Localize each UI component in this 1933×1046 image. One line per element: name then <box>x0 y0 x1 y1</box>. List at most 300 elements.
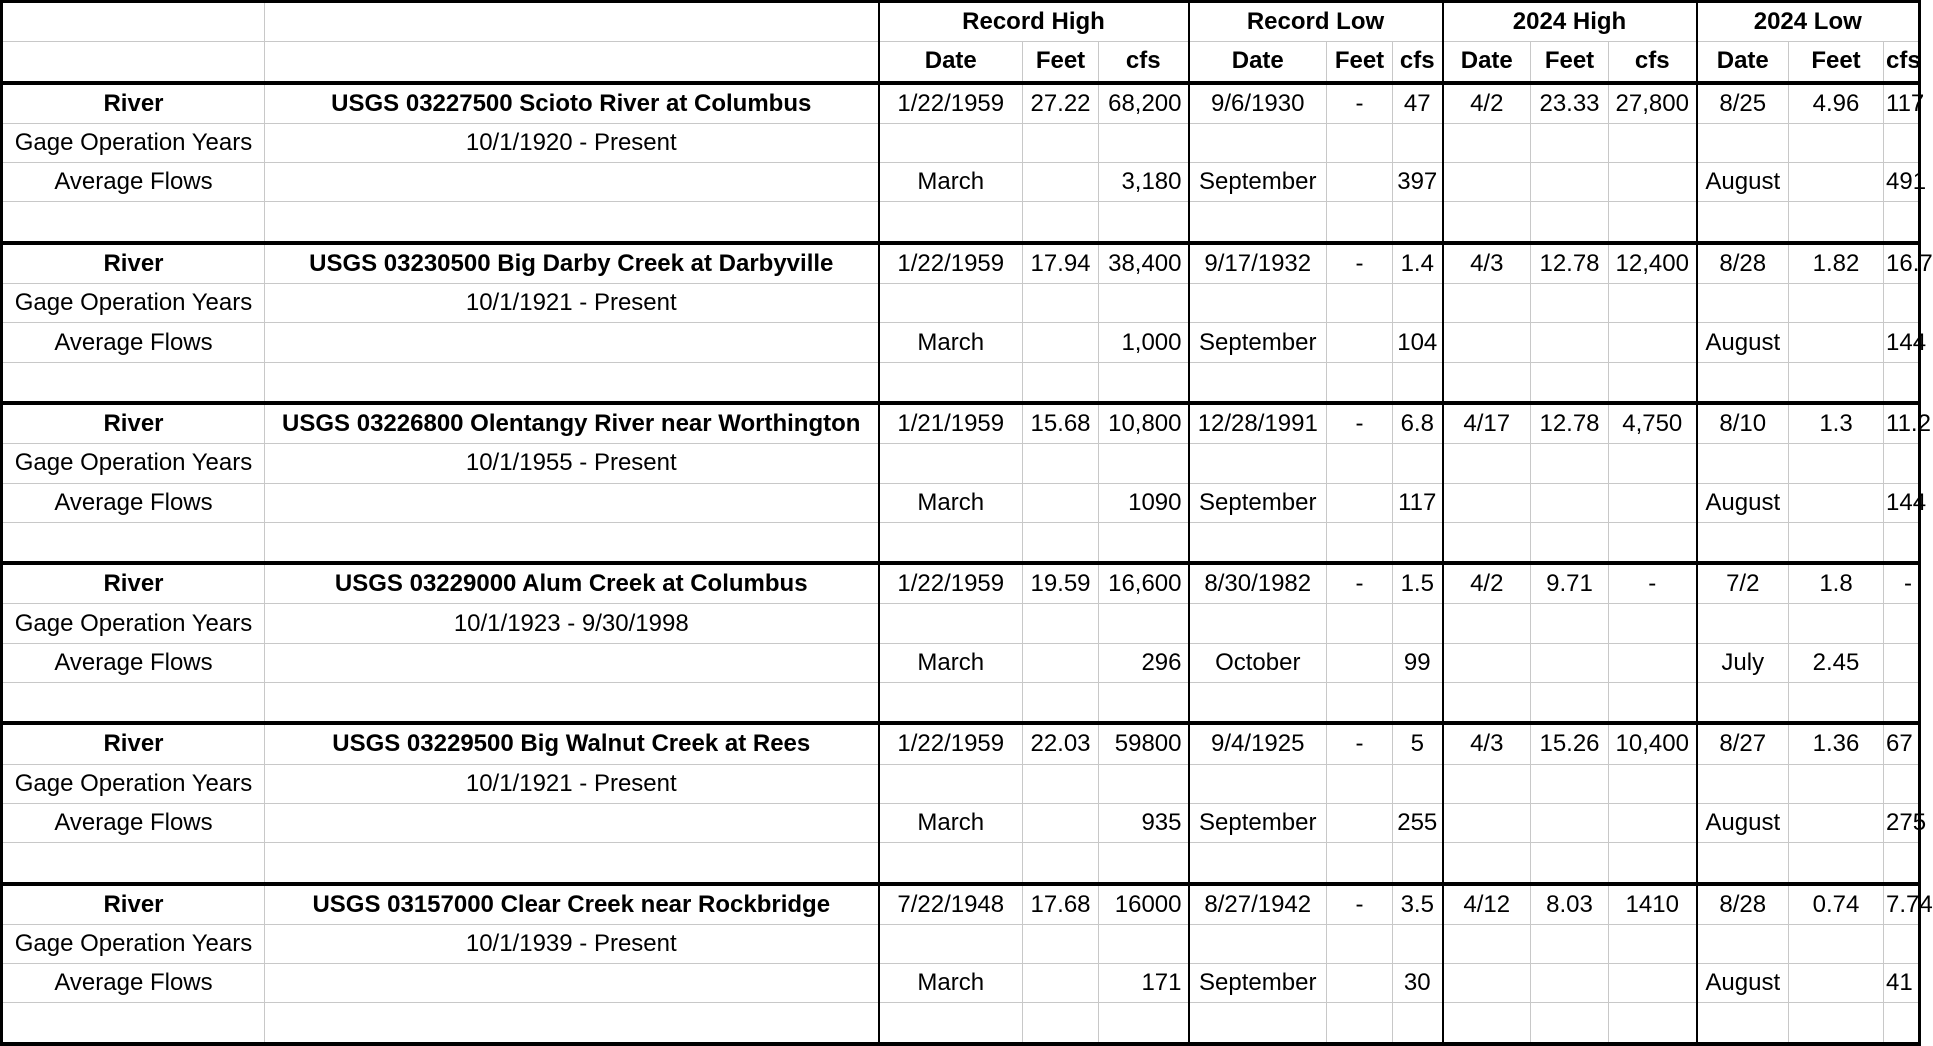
value-cell <box>1884 202 1920 243</box>
value-cell <box>1099 444 1189 483</box>
value-cell <box>1189 362 1327 403</box>
value-cell: 41 <box>1884 964 1920 1003</box>
value-cell: 275 <box>1884 803 1920 842</box>
value-cell: 1.8 <box>1789 563 1884 604</box>
gage-operation-years-row <box>2 284 1920 323</box>
value-cell: 27.22 <box>1023 83 1099 124</box>
value-cell <box>1189 123 1327 162</box>
value-cell: 4/3 <box>1443 723 1531 764</box>
value-cell: 8.03 <box>1531 884 1609 925</box>
value-cell <box>1023 522 1099 563</box>
gage-spacer-row <box>2 362 1920 403</box>
row-label-gage-operation-years: Gage Operation Years <box>2 604 265 643</box>
value-cell <box>1609 123 1697 162</box>
value-cell <box>1327 764 1393 803</box>
gage-operation-years: 10/1/1921 - Present <box>265 764 879 803</box>
value-cell: 491 <box>1884 163 1920 202</box>
value-cell <box>1023 1003 1099 1044</box>
value-cell: August <box>1697 483 1789 522</box>
value-cell: - <box>1327 884 1393 925</box>
gage-average-flows-row <box>2 163 1920 202</box>
value-cell <box>1443 643 1531 682</box>
value-cell <box>1609 163 1697 202</box>
value-cell <box>1789 683 1884 724</box>
value-cell: 68,200 <box>1099 83 1189 124</box>
value-cell: 935 <box>1099 803 1189 842</box>
value-cell <box>1531 924 1609 963</box>
header-corner <box>2 42 265 83</box>
value-cell: August <box>1697 803 1789 842</box>
empty-cell <box>265 202 879 243</box>
value-cell: March <box>879 643 1023 682</box>
value-cell <box>1023 643 1099 682</box>
value-cell <box>1393 284 1443 323</box>
value-cell: 12.78 <box>1531 403 1609 444</box>
value-cell <box>1189 284 1327 323</box>
value-cell: 1/22/1959 <box>879 563 1023 604</box>
value-cell <box>1789 323 1884 362</box>
header-subcol-feet: Feet <box>1789 42 1884 83</box>
value-cell <box>1789 843 1884 884</box>
row-label-average-flows: Average Flows <box>2 483 265 522</box>
value-cell: 6.8 <box>1393 403 1443 444</box>
value-cell <box>1443 522 1531 563</box>
value-cell: 4/17 <box>1443 403 1531 444</box>
value-cell <box>1531 163 1609 202</box>
value-cell <box>879 362 1023 403</box>
value-cell <box>1327 843 1393 884</box>
value-cell <box>1393 1003 1443 1044</box>
value-cell <box>1189 522 1327 563</box>
value-cell <box>1609 522 1697 563</box>
value-cell <box>1609 284 1697 323</box>
value-cell: 7/22/1948 <box>879 884 1023 925</box>
value-cell <box>1531 803 1609 842</box>
value-cell <box>1393 202 1443 243</box>
value-cell: 15.68 <box>1023 403 1099 444</box>
value-cell: 104 <box>1393 323 1443 362</box>
row-label-average-flows: Average Flows <box>2 643 265 682</box>
empty-cell <box>265 683 879 724</box>
value-cell <box>1531 643 1609 682</box>
value-cell <box>1531 764 1609 803</box>
row-label-river: River <box>2 83 265 124</box>
value-cell <box>1443 803 1531 842</box>
value-cell <box>1884 522 1920 563</box>
value-cell <box>1531 444 1609 483</box>
header-group-record-high: Record High <box>879 2 1189 42</box>
header-corner <box>265 2 879 42</box>
value-cell <box>1023 444 1099 483</box>
value-cell: 144 <box>1884 483 1920 522</box>
value-cell <box>1789 964 1884 1003</box>
value-cell: 1/21/1959 <box>879 403 1023 444</box>
value-cell <box>1697 843 1789 884</box>
value-cell: 12.78 <box>1531 243 1609 284</box>
row-label-gage-operation-years: Gage Operation Years <box>2 764 265 803</box>
header-subcol-date: Date <box>1697 42 1789 83</box>
value-cell <box>1327 964 1393 1003</box>
value-cell: 9/4/1925 <box>1189 723 1327 764</box>
value-cell: 23.33 <box>1531 83 1609 124</box>
value-cell: 8/27 <box>1697 723 1789 764</box>
value-cell <box>1789 522 1884 563</box>
value-cell <box>1697 924 1789 963</box>
value-cell <box>1023 964 1099 1003</box>
value-cell: - <box>1327 243 1393 284</box>
value-cell <box>1023 284 1099 323</box>
value-cell <box>1697 362 1789 403</box>
value-cell <box>1327 163 1393 202</box>
value-cell: 4.96 <box>1789 83 1884 124</box>
value-cell <box>1443 323 1531 362</box>
value-cell <box>1789 604 1884 643</box>
value-cell: 8/25 <box>1697 83 1789 124</box>
value-cell: 3.5 <box>1393 884 1443 925</box>
value-cell <box>1697 604 1789 643</box>
value-cell: 4/3 <box>1443 243 1531 284</box>
value-cell <box>1697 123 1789 162</box>
value-cell <box>1531 683 1609 724</box>
empty-cell <box>2 683 265 724</box>
value-cell <box>1609 683 1697 724</box>
value-cell <box>1443 764 1531 803</box>
value-cell: 1.5 <box>1393 563 1443 604</box>
value-cell <box>1023 123 1099 162</box>
value-cell <box>1327 683 1393 724</box>
empty-cell <box>265 803 879 842</box>
empty-cell <box>2 522 265 563</box>
value-cell <box>1327 123 1393 162</box>
value-cell <box>1609 964 1697 1003</box>
header-subcol-cfs: cfs <box>1393 42 1443 83</box>
value-cell <box>1531 483 1609 522</box>
value-cell <box>1609 202 1697 243</box>
value-cell: 9/17/1932 <box>1189 243 1327 284</box>
value-cell <box>1531 323 1609 362</box>
gage-operation-years-row <box>2 924 1920 963</box>
value-cell: 27,800 <box>1609 83 1697 124</box>
value-cell: August <box>1697 964 1789 1003</box>
value-cell <box>879 683 1023 724</box>
header-corner <box>265 42 879 83</box>
value-cell: 5 <box>1393 723 1443 764</box>
value-cell: 7.74 <box>1884 884 1920 925</box>
value-cell <box>1189 924 1327 963</box>
gage-operation-years-row <box>2 123 1920 162</box>
value-cell <box>1884 604 1920 643</box>
row-label-river: River <box>2 403 265 444</box>
empty-cell <box>265 362 879 403</box>
value-cell: 1410 <box>1609 884 1697 925</box>
header-group-2024-high: 2024 High <box>1443 2 1697 42</box>
value-cell: 4/12 <box>1443 884 1531 925</box>
empty-cell <box>2 362 265 403</box>
header-subcol-cfs: cfs <box>1884 42 1920 83</box>
value-cell <box>1443 1003 1531 1044</box>
value-cell <box>1023 163 1099 202</box>
header-subcol-date: Date <box>879 42 1023 83</box>
row-label-river: River <box>2 243 265 284</box>
value-cell <box>1023 803 1099 842</box>
value-cell <box>1099 123 1189 162</box>
empty-cell <box>265 522 879 563</box>
gage-river-row <box>2 723 1920 764</box>
gage-spacer-row <box>2 1003 1920 1044</box>
value-cell <box>1884 444 1920 483</box>
value-cell: September <box>1189 323 1327 362</box>
value-cell <box>1884 1003 1920 1044</box>
value-cell <box>1884 843 1920 884</box>
gage-name: USGS 03229500 Big Walnut Creek at Rees <box>265 723 879 764</box>
gage-operation-years: 10/1/1923 - 9/30/1998 <box>265 604 879 643</box>
header-group-record-low: Record Low <box>1189 2 1443 42</box>
value-cell: 8/28 <box>1697 243 1789 284</box>
value-cell: March <box>879 163 1023 202</box>
value-cell <box>1609 444 1697 483</box>
gage-spacer-row <box>2 683 1920 724</box>
value-cell <box>1697 522 1789 563</box>
value-cell <box>1393 843 1443 884</box>
row-label-average-flows: Average Flows <box>2 803 265 842</box>
value-cell <box>1327 362 1393 403</box>
value-cell <box>1884 643 1920 682</box>
value-cell: 1.3 <box>1789 403 1884 444</box>
row-label-gage-operation-years: Gage Operation Years <box>2 924 265 963</box>
gage-operation-years: 10/1/1939 - Present <box>265 924 879 963</box>
value-cell <box>1393 123 1443 162</box>
value-cell <box>1789 284 1884 323</box>
value-cell <box>1884 284 1920 323</box>
gage-operation-years-row <box>2 604 1920 643</box>
value-cell <box>1884 924 1920 963</box>
value-cell <box>1327 202 1393 243</box>
empty-cell <box>265 483 879 522</box>
value-cell <box>1443 444 1531 483</box>
row-label-river: River <box>2 884 265 925</box>
value-cell <box>1443 964 1531 1003</box>
header-group-2024-low: 2024 Low <box>1697 2 1920 42</box>
empty-cell <box>2 202 265 243</box>
value-cell: 4/2 <box>1443 563 1531 604</box>
value-cell <box>1697 683 1789 724</box>
value-cell <box>1531 202 1609 243</box>
value-cell: 30 <box>1393 964 1443 1003</box>
value-cell <box>1393 683 1443 724</box>
value-cell <box>1099 522 1189 563</box>
value-cell: August <box>1697 323 1789 362</box>
value-cell <box>1443 284 1531 323</box>
value-cell <box>1023 924 1099 963</box>
value-cell: 8/28 <box>1697 884 1789 925</box>
value-cell: 67 <box>1884 723 1920 764</box>
gage-name: USGS 03157000 Clear Creek near Rockbridge <box>265 884 879 925</box>
empty-cell <box>265 643 879 682</box>
value-cell <box>1393 444 1443 483</box>
value-cell: 8/27/1942 <box>1189 884 1327 925</box>
value-cell <box>1443 362 1531 403</box>
value-cell: 1/22/1959 <box>879 723 1023 764</box>
value-cell: - <box>1327 723 1393 764</box>
value-cell: September <box>1189 163 1327 202</box>
gage-operation-years-row <box>2 764 1920 803</box>
value-cell <box>1884 362 1920 403</box>
row-label-average-flows: Average Flows <box>2 163 265 202</box>
value-cell: 1/22/1959 <box>879 83 1023 124</box>
value-cell <box>1189 843 1327 884</box>
gage-operation-years: 10/1/1921 - Present <box>265 284 879 323</box>
empty-cell <box>265 843 879 884</box>
value-cell <box>1327 483 1393 522</box>
value-cell <box>1023 683 1099 724</box>
value-cell: 171 <box>1099 964 1189 1003</box>
gage-river-row <box>2 403 1920 444</box>
value-cell <box>1789 1003 1884 1044</box>
value-cell: March <box>879 483 1023 522</box>
value-cell <box>1023 764 1099 803</box>
value-cell <box>1531 284 1609 323</box>
empty-cell <box>2 843 265 884</box>
value-cell: 3,180 <box>1099 163 1189 202</box>
value-cell <box>1609 323 1697 362</box>
value-cell <box>1393 764 1443 803</box>
value-cell <box>1099 764 1189 803</box>
gage-average-flows-row <box>2 803 1920 842</box>
value-cell <box>1393 604 1443 643</box>
value-cell <box>1884 764 1920 803</box>
value-cell <box>1443 123 1531 162</box>
header-subcol-cfs: cfs <box>1099 42 1189 83</box>
value-cell <box>1697 1003 1789 1044</box>
gage-spacer-row <box>2 202 1920 243</box>
value-cell: 59800 <box>1099 723 1189 764</box>
value-cell: 1.36 <box>1789 723 1884 764</box>
value-cell <box>1531 1003 1609 1044</box>
value-cell <box>1443 843 1531 884</box>
value-cell <box>1189 1003 1327 1044</box>
value-cell <box>1023 362 1099 403</box>
value-cell <box>1789 123 1884 162</box>
value-cell <box>1099 604 1189 643</box>
value-cell <box>1531 604 1609 643</box>
value-cell <box>1443 163 1531 202</box>
value-cell: 38,400 <box>1099 243 1189 284</box>
value-cell: 4,750 <box>1609 403 1697 444</box>
value-cell: 7/2 <box>1697 563 1789 604</box>
value-cell: 12,400 <box>1609 243 1697 284</box>
value-cell <box>879 284 1023 323</box>
value-cell <box>1697 444 1789 483</box>
value-cell: 16,600 <box>1099 563 1189 604</box>
value-cell <box>1023 202 1099 243</box>
value-cell: March <box>879 964 1023 1003</box>
value-cell <box>1099 362 1189 403</box>
value-cell <box>1609 924 1697 963</box>
gage-operation-years: 10/1/1920 - Present <box>265 123 879 162</box>
value-cell: September <box>1189 964 1327 1003</box>
value-cell <box>1531 843 1609 884</box>
gage-river-row <box>2 243 1920 284</box>
value-cell: 19.59 <box>1023 563 1099 604</box>
gage-name: USGS 03229000 Alum Creek at Columbus <box>265 563 879 604</box>
gage-operation-years-row <box>2 444 1920 483</box>
gage-spacer-row <box>2 522 1920 563</box>
empty-cell <box>265 1003 879 1044</box>
value-cell: 1/22/1959 <box>879 243 1023 284</box>
row-label-river: River <box>2 563 265 604</box>
value-cell: 47 <box>1393 83 1443 124</box>
value-cell: 11.2 <box>1884 403 1920 444</box>
value-cell: 8/10 <box>1697 403 1789 444</box>
value-cell <box>1609 803 1697 842</box>
value-cell <box>1393 924 1443 963</box>
value-cell: 1090 <box>1099 483 1189 522</box>
value-cell <box>1609 643 1697 682</box>
value-cell: 1.82 <box>1789 243 1884 284</box>
gage-spacer-row <box>2 843 1920 884</box>
value-cell <box>1884 123 1920 162</box>
value-cell <box>1443 202 1531 243</box>
value-cell: 12/28/1991 <box>1189 403 1327 444</box>
value-cell: 0.74 <box>1789 884 1884 925</box>
value-cell: 144 <box>1884 323 1920 362</box>
value-cell: 10,800 <box>1099 403 1189 444</box>
value-cell <box>1697 202 1789 243</box>
value-cell <box>1531 522 1609 563</box>
value-cell <box>1789 163 1884 202</box>
gage-average-flows-row <box>2 964 1920 1003</box>
value-cell <box>1789 803 1884 842</box>
value-cell <box>1609 483 1697 522</box>
value-cell: 16.7 <box>1884 243 1920 284</box>
value-cell <box>1609 1003 1697 1044</box>
value-cell <box>1609 362 1697 403</box>
value-cell <box>1393 522 1443 563</box>
value-cell <box>1393 362 1443 403</box>
value-cell: 4/2 <box>1443 83 1531 124</box>
value-cell <box>1327 284 1393 323</box>
value-cell <box>1789 202 1884 243</box>
row-label-gage-operation-years: Gage Operation Years <box>2 123 265 162</box>
value-cell: 1,000 <box>1099 323 1189 362</box>
value-cell <box>1531 964 1609 1003</box>
value-cell <box>1697 764 1789 803</box>
value-cell <box>1099 683 1189 724</box>
value-cell <box>1099 202 1189 243</box>
value-cell <box>1023 323 1099 362</box>
value-cell: August <box>1697 163 1789 202</box>
value-cell <box>879 843 1023 884</box>
header-corner <box>2 2 265 42</box>
header-row-groups <box>2 2 1920 42</box>
value-cell <box>1697 284 1789 323</box>
value-cell <box>879 444 1023 483</box>
value-cell: July <box>1697 643 1789 682</box>
value-cell <box>1327 643 1393 682</box>
value-cell <box>1099 284 1189 323</box>
value-cell <box>1789 764 1884 803</box>
value-cell <box>1023 483 1099 522</box>
value-cell: 99 <box>1393 643 1443 682</box>
value-cell <box>1789 483 1884 522</box>
value-cell <box>879 1003 1023 1044</box>
gage-river-row <box>2 83 1920 124</box>
value-cell: 117 <box>1393 483 1443 522</box>
header-subcol-date: Date <box>1189 42 1327 83</box>
value-cell <box>1189 683 1327 724</box>
value-cell <box>1609 843 1697 884</box>
value-cell <box>1327 803 1393 842</box>
